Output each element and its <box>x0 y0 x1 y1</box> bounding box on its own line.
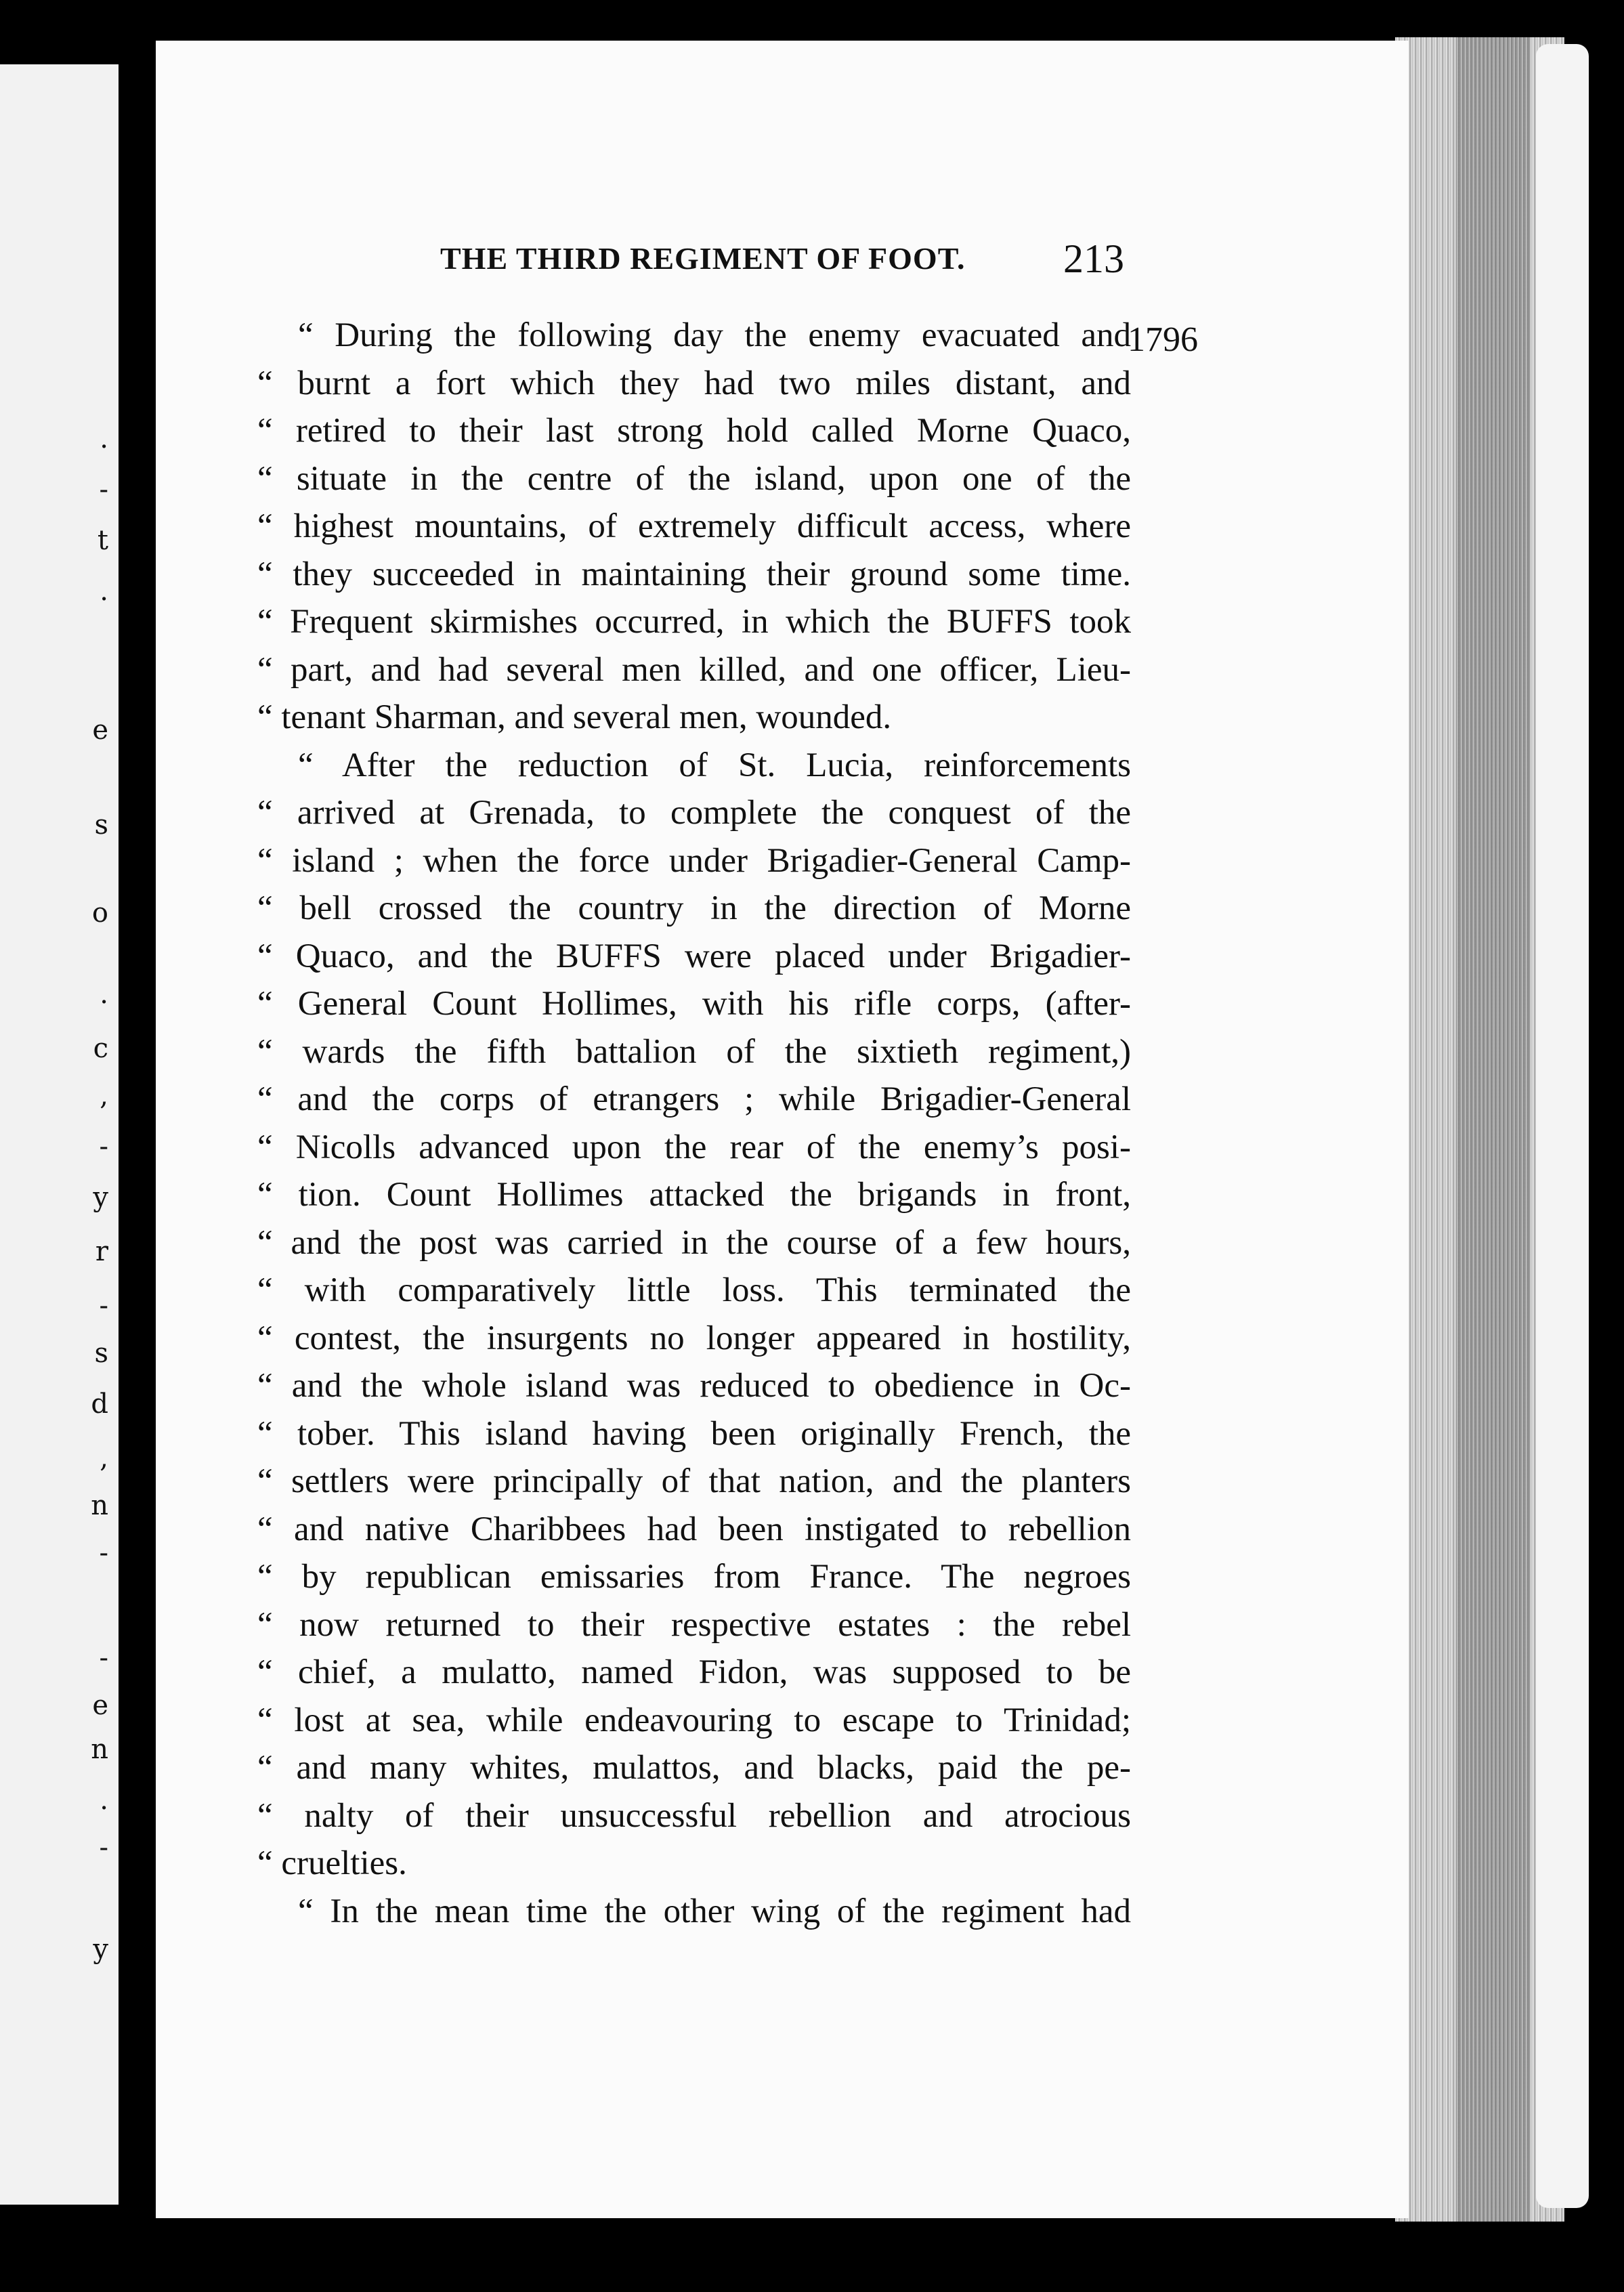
running-title: THE THIRD REGIMENT OF FOOT. <box>440 241 966 276</box>
text-line: “ In the mean time the other wing of the regiment had <box>298 1892 1131 1930</box>
left-page-char: . <box>100 1785 108 1816</box>
left-page-char: s <box>94 1338 108 1369</box>
text-line: “ arrived at Grenada, to complete the conquest of the <box>257 794 1131 832</box>
left-page-char: . <box>100 576 108 607</box>
text-line: “ tion. Count Hollimes attacked the brigands in front, <box>257 1176 1131 1214</box>
left-page-char: n <box>91 1734 108 1765</box>
text-line: “ After the reduction of St. Lucia, reinforcements <box>298 746 1131 784</box>
text-line: “ Frequent skirmishes occurred, in which the BUFFS took <box>257 603 1131 641</box>
text-line: “ retired to their last strong hold called Morne Quaco, <box>257 412 1131 450</box>
text-line: “ and the corps of etrangers ; while Brigadier-General <box>257 1080 1131 1118</box>
text-line: “ with comparatively little loss. This terminated the <box>257 1271 1131 1309</box>
text-line: “ chief, a mulatto, named Fidon, was supposed to be <box>257 1653 1131 1691</box>
text-line: “ nalty of their unsuccessful rebellion and atrocious <box>257 1796 1131 1835</box>
left-page-char: - <box>99 1131 108 1162</box>
left-page-char: o <box>91 897 108 929</box>
left-page-char: c <box>93 1033 108 1064</box>
left-page-char: e <box>92 715 108 746</box>
text-line: “ During the following day the enemy evacuated and <box>298 316 1131 354</box>
margin-year-note: 1796 <box>1128 320 1198 359</box>
text-line: “ lost at sea, while endeavouring to escape to Trinidad; <box>257 1701 1131 1739</box>
left-page-char: . <box>100 979 108 1010</box>
text-line: “ and native Charibbees had been instigated to rebellion <box>257 1510 1131 1548</box>
text-line: “ burnt a fort which they had two miles distant, and <box>257 364 1131 402</box>
left-page-char: - <box>99 474 108 505</box>
text-line: “ settlers were principally of that nation, and the planters <box>257 1462 1131 1500</box>
left-page-char: . <box>100 423 108 454</box>
text-line: “ part, and had several men killed, and one officer, Lieu- <box>257 650 1131 689</box>
body-text <box>257 312 1131 1935</box>
text-line: “ General Count Hollimes, with his rifle corps, (after- <box>257 985 1131 1023</box>
left-page-char: d <box>91 1388 108 1420</box>
page-fore-edges-shadow <box>1456 37 1531 2222</box>
text-line: “ tober. This island having been originally French, the <box>257 1414 1131 1453</box>
text-line: “ and many whites, mulattos, and blacks, paid the pe- <box>257 1749 1131 1787</box>
left-page-char: , <box>100 1080 108 1111</box>
text-line: “ contest, the insurgents no longer appeared in hostility, <box>257 1319 1131 1357</box>
left-page-char: - <box>99 1537 108 1569</box>
text-line: “ bell crossed the country in the direction of Morne <box>257 889 1131 927</box>
page-number: 213 <box>1063 236 1124 281</box>
left-facing-page <box>0 64 119 2205</box>
back-cover-edge <box>1536 44 1589 2208</box>
left-page-char: s <box>94 809 108 841</box>
text-line: “ Quaco, and the BUFFS were placed under Brigadier- <box>257 937 1131 975</box>
text-line: “ tenant Sharman, and several men, wounded. <box>257 698 892 736</box>
left-page-char: - <box>99 1832 108 1863</box>
text-line: “ Nicolls advanced upon the rear of the enemy’s posi- <box>257 1128 1131 1166</box>
left-page-char: y <box>93 1934 108 1965</box>
left-page-char: y <box>93 1182 108 1213</box>
text-line: “ highest mountains, of extremely difficult access, where <box>257 507 1131 545</box>
text-line: “ wards the fifth battalion of the sixtieth regiment,) <box>257 1032 1131 1071</box>
text-line: “ and the whole island was reduced to obedience in Oc- <box>257 1367 1131 1405</box>
left-page-char: - <box>99 1290 108 1321</box>
text-line: “ by republican emissaries from France. The negroes <box>257 1558 1131 1596</box>
left-page-char: t <box>97 525 108 556</box>
left-page-char: e <box>92 1690 108 1721</box>
text-line: “ they succeeded in maintaining their ground some time. <box>257 555 1131 593</box>
text-line: “ now returned to their respective estates : the rebel <box>257 1605 1131 1644</box>
text-line: “ cruelties. <box>257 1844 407 1882</box>
text-line: “ island ; when the force under Brigadier-General Camp- <box>257 841 1131 880</box>
left-page-char: r <box>95 1236 108 1267</box>
text-line: “ and the post was carried in the course of a few hours, <box>257 1223 1131 1262</box>
text-line: “ situate in the centre of the island, upon one of the <box>257 459 1131 498</box>
left-page-char: , <box>100 1443 108 1474</box>
left-page-char: - <box>99 1642 108 1674</box>
left-page-char: n <box>91 1490 108 1521</box>
